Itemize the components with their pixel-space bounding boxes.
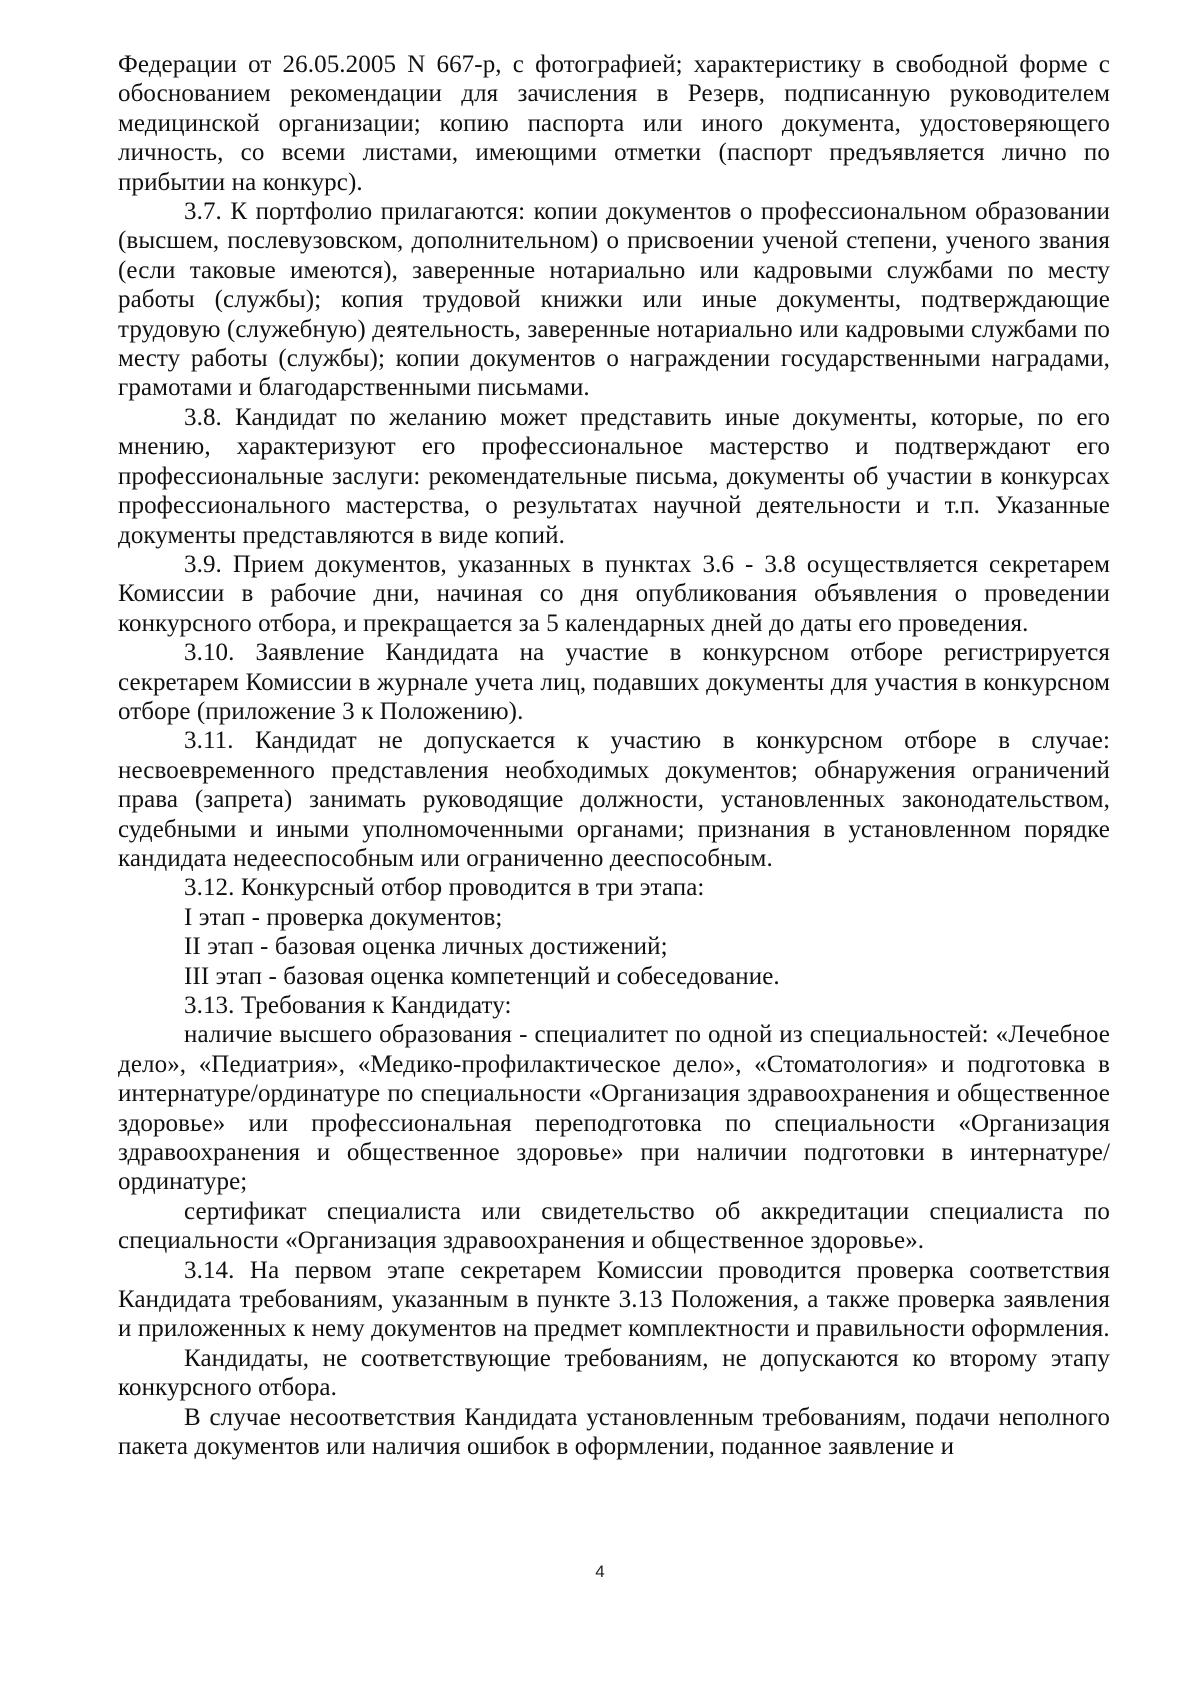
page-number: 4 [595,1562,605,1581]
stage-1-item: I этап - проверка документов; [184,903,503,931]
stage-3-item: III этап - базовая оценка компетенций и собеседование. [184,962,780,990]
document-body [118,50,1110,1462]
paragraph-3-7: 3.7. К портфолио прилагаются: копии документов о профессиональном образовании (высшем, послевузовском, дополнительном) о присвоении ученой степени, ученого звания (если таковые имеются), заверенные нотариально или кадровыми службами по месту работы (службы); копия трудовой книжки или иные документы, подтверждающие трудовую (служебную) деятельность, заверенные нотариально или кадровыми службами по месту работы (службы); копии документов о награждении государственными наградами, грамотами и благодарственными письмами. [118,198,1110,402]
paragraph-3-13: 3.13. Требования к Кандидату: [184,992,512,1019]
paragraph-non-compliance: В случае несоответствия Кандидата установленным требованиям, подачи неполного пакета документов или наличия ошибок в оформлении, поданное заявление и [118,1403,1110,1461]
paragraph-3-8: 3.8. Кандидат по желанию может представить иные документы, которые, по его мнению, характеризуют его профессиональное мастерство и подтверждают его профессиональные заслуги: рекомендательные письма, документы об участии в конкурсах профессионального мастерства, о результатах научной деятельности и т.п. Указанные документы представляются в виде копий. [118,403,1110,549]
paragraph-3-12: 3.12. Конкурсный отбор проводится в три этапа: [184,874,705,902]
paragraph-3-10: 3.10. Заявление Кандидата на участие в конкурсном отборе регистрируется секретарем Комиссии в журнале учета лиц, подавших документы для участия в конкурсном отборе (приложение 3 к Положению). [118,639,1110,725]
paragraph-passport-continuation: Федерации от 26.05.2005 N 667-р, с фотографией; характеристику в свободной форме с обоснованием рекомендации для зачисления в Резерв, подписанную руководителем медицинской организации; копию паспорта или иного документа, удостоверяющего личность, со всеми листами, имеющими отметки (паспорт предъявляется лично по прибытии на конкурс). [118,51,1110,196]
paragraph-candidates-not-admitted: Кандидаты, не соответствующие требованиям, не допускаются ко второму этапу конкурсного отбора. [118,1344,1110,1402]
requirement-certificate: сертификат специалиста или свидетельство об аккредитации специалиста по специальности «Организация здравоохранения и общественное здоровье». [118,1197,1110,1255]
requirement-education: наличие высшего образования - специалитет по одной из специальностей: «Лечебное дело», «Педиатрия», «Медико-профилактическое дело», «Стоматология» и подготовка в интернатуре/ординатуре по специальности «Организация здравоохранения и общественное здоровье» или профессиональная переподготовка по специальности «Организация здравоохранения и общественное здоровье» при наличии подготовки в интернатуре/ординатуре; [118,1021,1110,1196]
paragraph-3-11: 3.11. Кандидат не допускается к участию в конкурсном отборе в случае: несвоевременного представления необходимых документов; обнаружения ограничений права (запрета) занимать руководящие должности, установленных законодательством, судебными и иными уполномоченными органами; признания в установленном порядке кандидата недееспособным или ограниченно дееспособным. [118,727,1110,872]
paragraph-3-14: 3.14. На первом этапе секретарем Комиссии проводится проверка соответствия Кандидата требованиям, указанным в пункте 3.13 Положения, а также проверка заявления и приложенных к нему документов на предмет комплектности и правильности оформления. [118,1256,1110,1343]
paragraph-3-9: 3.9. Прием документов, указанных в пунктах 3.6 - 3.8 осуществляется секретарем Комиссии в рабочие дни, начиная со дня опубликования объявления о проведении конкурсного отбора, и прекращается за 5 календарных дней до даты его проведения. [118,550,1110,637]
stage-2-item: II этап - базовая оценка личных достижений; [184,933,668,961]
